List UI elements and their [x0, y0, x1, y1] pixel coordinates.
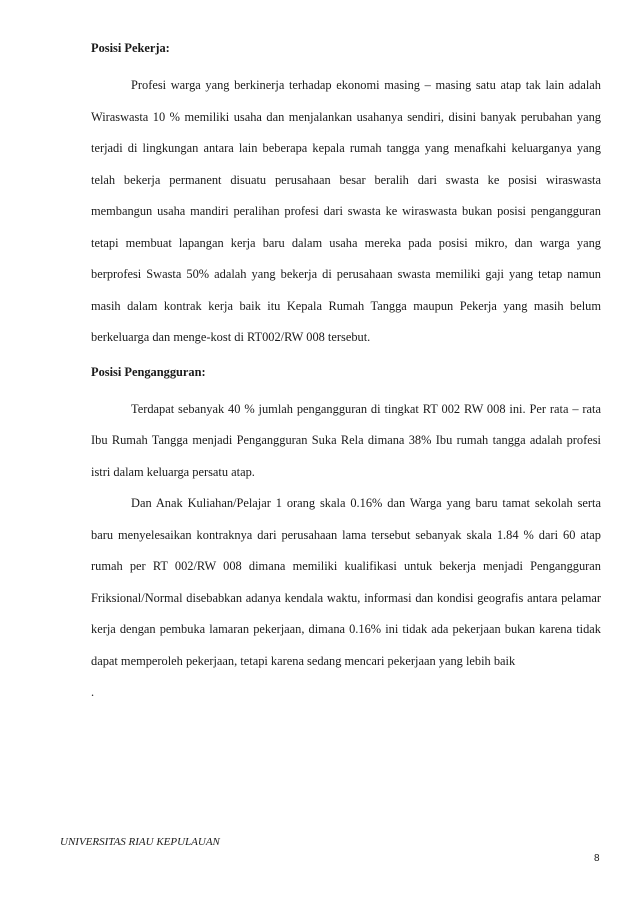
- page-number: 8: [594, 853, 600, 864]
- section-heading-pengangguran: Posisi Pengangguran:: [91, 364, 206, 379]
- paragraph-pekerja: Profesi warga yang berkinerja terhadap ekonomi masing – masing satu atap tak lain adalah Wiraswasta 10 % memiliki usaha dan menjalankan usahanya sendiri, disini banyak perubahan yang terjadi di lingkungan antara lain beberapa kepala rumah tangga yang menafkahi keluarganya yang telah bekerja permanent disuatu perusahaan besar beralih dari swasta ke posisi wiraswasta membangun usaha mandiri peralihan profesi dari swasta ke wiraswasta bukan posisi pengangguran tetapi membuat lapangan kerja baru dalam usaha mereka pada posisi mikro, dan warga yang berprofesi Swasta 50% adalah yang bekerja di perusahaan swasta memiliki gaji yang tetap namun masih dalam kontrak kerja baik itu Kepala Rumah Tangga maupun Pekerja yang masih belum berkeluarga dan menge-kost di RT002/RW 008 tersebut.: [91, 78, 601, 344]
- footer-institution: UNIVERSITAS RIAU KEPULAUAN: [60, 836, 220, 848]
- trailing-period: .: [91, 685, 95, 699]
- document-body: [91, 38, 601, 709]
- section-heading-pekerja: Posisi Pekerja:: [91, 41, 170, 55]
- paragraph-pengangguran-1: Terdapat sebanyak 40 % jumlah pengangguran di tingkat RT 002 RW 008 ini. Per rata – rata Ibu Rumah Tangga menjadi Pengangguran Suka Rela dimana 38% Ibu rumah tangga adalah profesi istri dalam keluarga persatu atap.: [91, 401, 601, 479]
- paragraph-pengangguran-2: Dan Anak Kuliahan/Pelajar 1 orang skala 0.16% dan Warga yang baru tamat sekolah serta baru menyelesaikan kontraknya dari perusahaan lama tersebut sebanyak skala 1.84 % dari 60 atap rumah per RT 002/RW 008 dimana memiliki kualifikasi untuk bekerja menjadi Pengangguran Friksional/Normal disebabkan adanya kendala waktu, informasi dan kondisi geografis antara pelamar kerja dengan pembuka lamaran pekerjaan, dimana 0.16% ini tidak ada pekerjaan bukan karena tidak dapat memperoleh pekerjaan, tetapi karena sedang mencari pekerjaan yang lebih baik: [91, 496, 601, 668]
